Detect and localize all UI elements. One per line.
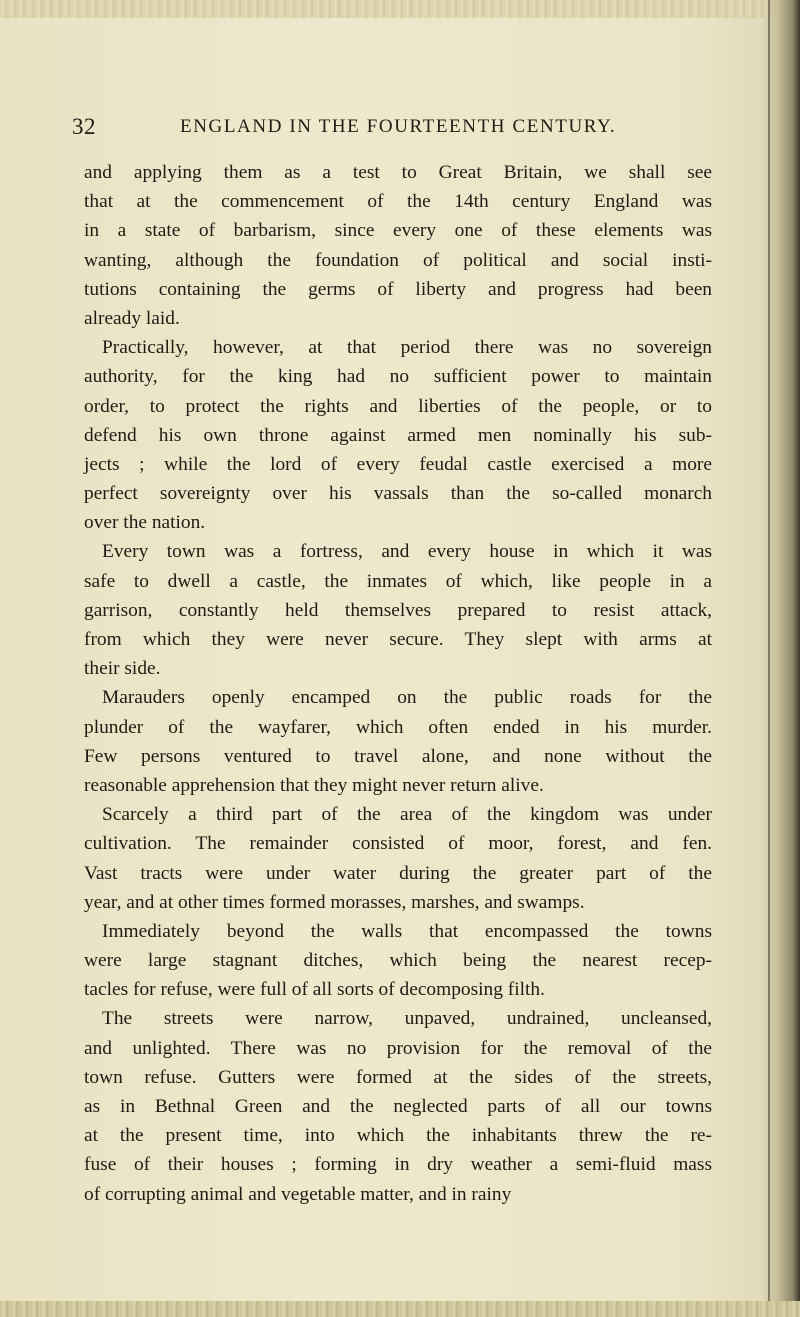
text-line: and unlighted. There was no provision for the removal of the (84, 1037, 712, 1059)
text-line: over the nation. (84, 512, 206, 534)
spine-line (768, 0, 770, 1317)
text-line: The streets were narrow, unpaved, undrained, uncleansed, (102, 1008, 712, 1030)
text-line: order, to protect the rights and liberties of the people, or to (84, 395, 712, 417)
text-line: plunder of the wayfarer, which often ended in his murder. (84, 716, 712, 738)
text-line: Every town was a fortress, and every house in which it was (102, 541, 712, 563)
running-head: ENGLAND IN THE FOURTEENTH CENTURY. (180, 116, 617, 137)
text-line: year, and at other times formed morasses, marshes, and swamps. (84, 891, 585, 913)
text-line: reasonable apprehension that they might never return alive. (84, 774, 544, 796)
page-header (72, 114, 722, 144)
text-line: already laid. (84, 307, 180, 329)
text-line: defend his own throne against armed men nominally his sub- (84, 424, 712, 446)
page-top-edge (0, 0, 800, 18)
text-line: at the present time, into which the inhabitants threw the re- (84, 1125, 712, 1147)
page-number: 32 (72, 114, 96, 139)
text-line: that at the commencement of the 14th century England was (84, 191, 712, 213)
text-line: cultivation. The remainder consisted of moor, forest, and fen. (84, 833, 712, 855)
text-line: wanting, although the foundation of political and social insti- (84, 249, 712, 271)
text-line: were large stagnant ditches, which being the nearest recep- (84, 950, 712, 972)
text-line: garrison, constantly held themselves prepared to resist attack, (84, 599, 712, 621)
text-line: perfect sovereignty over his vassals than the so-called monarch (84, 483, 712, 505)
text-line: in a state of barbarism, since every one of these elements was (84, 220, 712, 242)
text-line: from which they were never secure. They slept with arms at (84, 629, 712, 650)
text-line: Practically, however, at that period there was no sovereign (102, 337, 712, 359)
text-line: town refuse. Gutters were formed at the sides of the streets, (84, 1066, 712, 1088)
text-line: of corrupting animal and vegetable matter, and in rainy (84, 1183, 512, 1205)
text-line: safe to dwell a castle, the inmates of which, like people in a (84, 570, 712, 592)
page-bottom-edge (0, 1301, 800, 1317)
body-text (84, 158, 712, 1209)
text-line: Immediately beyond the walls that encompassed the towns (102, 920, 712, 942)
text-line: their side. (84, 658, 161, 680)
text-line: Vast tracts were under water during the greater part of the (84, 862, 712, 884)
text-line: Marauders openly encamped on the public roads for the (102, 687, 712, 709)
text-line: authority, for the king had no sufficient power to maintain (84, 366, 712, 388)
text-line: and applying them as a test to Great Britain, we shall see (84, 162, 712, 183)
text-line: as in Bethnal Green and the neglected parts of all our towns (84, 1096, 712, 1117)
text-line: jects ; while the lord of every feudal castle exercised a more (84, 453, 712, 475)
text-line: Scarcely a third part of the area of the kingdom was under (102, 804, 712, 826)
text-line: Few persons ventured to travel alone, and none without the (84, 745, 712, 767)
text-line: fuse of their houses ; forming in dry weather a semi-fluid mass (84, 1154, 712, 1176)
text-line: tacles for refuse, were full of all sorts of decomposing filth. (84, 979, 545, 1001)
text-line: tutions containing the germs of liberty and progress had been (84, 278, 712, 300)
